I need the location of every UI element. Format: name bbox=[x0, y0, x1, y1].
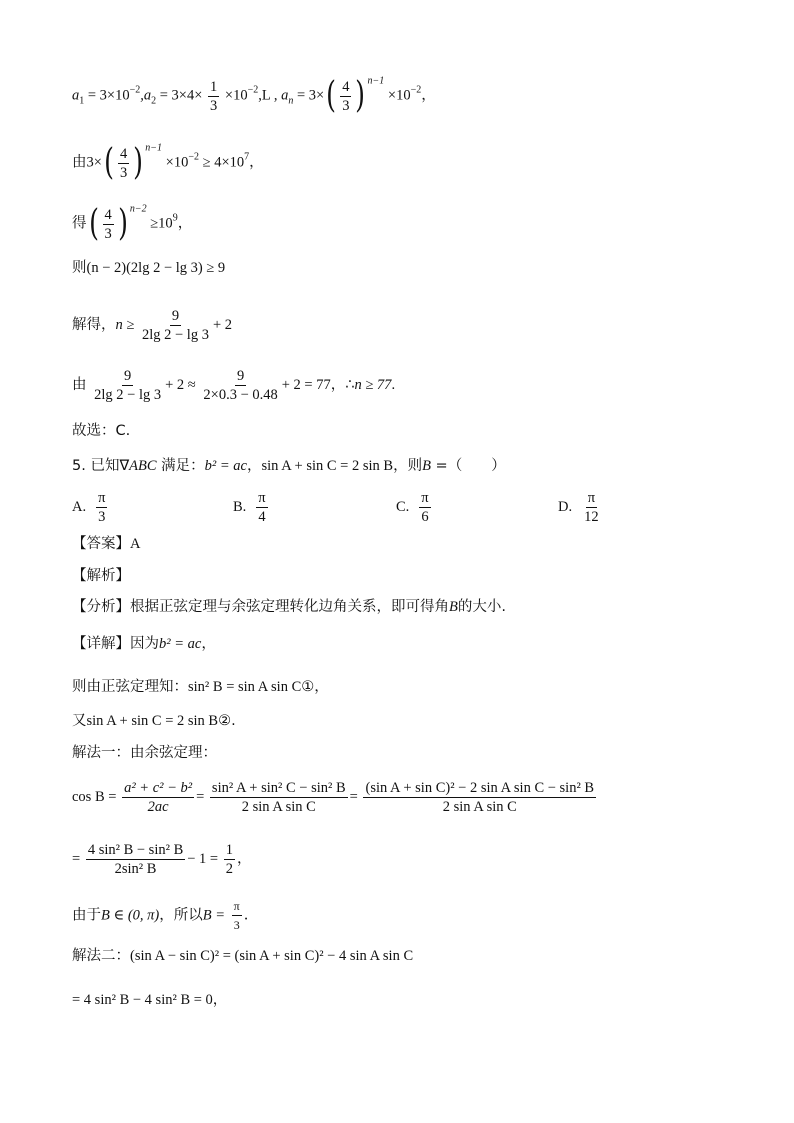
fraction: $\frac{\text{a² + c² − b²}}{2ac}$ bbox=[124, 780, 193, 815]
triangle-name: ABC bbox=[129, 458, 157, 474]
answer-value: A bbox=[130, 536, 141, 552]
prefix: 由 bbox=[72, 376, 87, 393]
prefix: 解得， bbox=[72, 316, 116, 333]
fraction: $\frac{1}{2}$ bbox=[225, 842, 233, 877]
b-symbol: B bbox=[449, 599, 458, 615]
step-prefix: 则由正弦定理知： bbox=[72, 679, 188, 695]
exp: −2 bbox=[410, 84, 422, 96]
exp: n−2 bbox=[129, 203, 147, 215]
option-letter: A. bbox=[72, 499, 87, 515]
an-symbol: a bbox=[281, 87, 289, 104]
exp: −2 bbox=[188, 151, 199, 163]
condition-2: sin A + sin C = 2 sin B bbox=[261, 458, 394, 474]
a2-symbol: ,a bbox=[140, 87, 152, 104]
fraction: $\frac{9}{2\lg 2 - \lg 3}$ bbox=[141, 308, 209, 343]
choice-line: 故选：C. bbox=[72, 423, 131, 439]
cos-derivation bbox=[72, 780, 598, 815]
step-prefix: 由于 bbox=[72, 907, 101, 924]
punct: ， bbox=[249, 154, 264, 171]
exp: 7 bbox=[244, 151, 250, 163]
exp: 9 bbox=[172, 212, 178, 224]
line-sequence-terms: $a_1 = 3\times 10^{-2},a_2 = 3\times 4\times$ $\frac{1}{3}$ $\times 10^{-2},L$ , $a_n = 3\times$( $\frac{4}{3}$ ) $^{n-1} \times 10^{-2}$， bbox=[72, 75, 436, 116]
cos-result bbox=[72, 842, 251, 877]
xiangjie-text: 因为 bbox=[130, 636, 159, 652]
fraction: $\frac{9}{2\lg 2 - \lg 3}$ bbox=[94, 368, 162, 403]
step-4 bbox=[72, 990, 227, 1010]
a1-value: = 3×10 bbox=[87, 87, 130, 104]
b-symbol: B bbox=[422, 458, 431, 474]
fraction: $\frac{1}{3}$ bbox=[210, 78, 218, 114]
fenxi-line bbox=[72, 597, 506, 617]
fraction: $\frac{4}{3}$ bbox=[342, 78, 350, 114]
step-2 bbox=[72, 711, 236, 731]
fenxi-tag: 【分析】 bbox=[72, 599, 130, 615]
step-prefix: 又 bbox=[72, 713, 87, 729]
an-value: = 3× bbox=[296, 87, 325, 104]
ellipsis: ,L , bbox=[258, 87, 278, 104]
mark-2: ②. bbox=[218, 713, 236, 729]
times-ten: ×10 bbox=[165, 154, 189, 171]
fenxi-end: 的大小. bbox=[457, 599, 506, 615]
exp: −2 bbox=[247, 84, 259, 96]
punct: ， bbox=[236, 850, 252, 867]
coef: 3× bbox=[86, 154, 102, 171]
minus-one: − 1 = bbox=[187, 850, 219, 867]
so: ，所以 bbox=[159, 907, 203, 924]
times-ten: ×10 bbox=[387, 87, 411, 104]
punct: ， bbox=[421, 87, 436, 104]
option-fraction: $\frac{\pi}{3}$ bbox=[98, 490, 106, 525]
given-sum: sin A + sin C = 2 sin B bbox=[86, 713, 219, 729]
fraction: $\frac{\text{4 sin² B − sin² B}}{\text{2sin² B}}$ bbox=[87, 842, 184, 877]
exp: n−1 bbox=[367, 75, 385, 87]
xiangjie-line bbox=[72, 634, 216, 654]
option-c[interactable] bbox=[396, 490, 433, 525]
b-range: B ∈ (0, π) bbox=[101, 907, 160, 924]
mark-1: ①， bbox=[301, 679, 329, 695]
punct: ， bbox=[212, 992, 228, 1008]
option-letter: C. bbox=[396, 499, 410, 515]
equals: = bbox=[349, 788, 358, 805]
conclusion: n ≥ 77 bbox=[354, 376, 392, 393]
method-2-title: 解法二： bbox=[72, 948, 130, 964]
given-relation: b² = ac bbox=[159, 636, 202, 652]
therefore: ，∴ bbox=[330, 376, 355, 393]
line-log bbox=[72, 258, 225, 278]
cos-lhs: cos B = bbox=[72, 788, 117, 805]
fenxi-text: 根据正弦定理与余弦定理转化边角关系，即可得角 bbox=[130, 599, 449, 615]
a2-value: = 3×4× bbox=[159, 87, 203, 104]
punct: . bbox=[243, 907, 249, 924]
zero-result: = 4 sin² B − 4 sin² B = 0 bbox=[72, 992, 213, 1008]
method-2-expr: (sin A − sin C)² = (sin A + sin C)² − 4 sin A sin C bbox=[130, 948, 414, 964]
option-letter: B. bbox=[233, 499, 247, 515]
line-approx bbox=[72, 368, 395, 403]
prefix: 得 bbox=[72, 215, 87, 232]
method-1-title: 解法一：由余弦定理： bbox=[72, 745, 217, 761]
punct: ， bbox=[201, 636, 216, 652]
condition-1: b² = ac bbox=[204, 458, 247, 474]
result: + 2 = 77 bbox=[281, 376, 331, 393]
times-ten: ×10 bbox=[224, 87, 248, 104]
prefix: 则 bbox=[72, 260, 87, 276]
q-ask: ，则 bbox=[393, 458, 423, 474]
option-a[interactable] bbox=[72, 490, 109, 525]
option-d[interactable] bbox=[558, 490, 603, 525]
n-bound: n ≥ bbox=[115, 316, 135, 333]
b-equals: B = bbox=[202, 907, 226, 924]
option-fraction: $\frac{\pi}{6}$ bbox=[421, 490, 429, 525]
prefix: 由 bbox=[72, 154, 87, 171]
answer-tag: 【答案】 bbox=[72, 536, 130, 552]
q-mid: 满足： bbox=[156, 458, 205, 474]
step-1 bbox=[72, 677, 329, 697]
fraction: $\frac{4}{3}$ bbox=[119, 145, 128, 181]
approx: + 2 ≈ bbox=[165, 376, 196, 393]
line-derived: 得( $\frac{4}{3}$ ) $^{n-2} \ge 10^9$， bbox=[72, 203, 193, 244]
xiangjie-tag: 【详解】 bbox=[72, 636, 130, 652]
fraction: $\frac{\text{sin² A + sin² C − sin² B}}{\text{2 sin A sin C}}$ bbox=[211, 780, 346, 815]
log-expr: (n − 2)(2lg 2 − lg 3) ≥ 9 bbox=[86, 260, 226, 276]
a1-symbol: a bbox=[72, 87, 80, 104]
fraction: $\frac{\pi}{3}$ bbox=[233, 899, 240, 932]
punct: ， bbox=[177, 215, 193, 232]
fraction: $\frac{9}{2\times 0.3 - 0.48}$ bbox=[203, 368, 278, 403]
equals: = bbox=[196, 788, 205, 805]
exp: n−1 bbox=[145, 142, 163, 154]
sine-relation: sin² B = sin A sin C bbox=[188, 679, 302, 695]
method-2 bbox=[72, 946, 413, 966]
blank-paren: =（ ） bbox=[430, 458, 506, 474]
equals: = bbox=[72, 850, 81, 867]
answer-line bbox=[72, 534, 140, 554]
line-inequality: 由3×( $\frac{4}{3}$ ) $^{n-1} \times 10^{-2} \ge 4\times 10^7$， bbox=[72, 142, 264, 183]
fraction: $\frac{\text{(sin A + sin C)² − 2 sin A sin C − sin² B}}{\text{2 sin A sin C}}$ bbox=[365, 780, 595, 815]
rhs: ≥ 4×10 bbox=[202, 154, 245, 171]
option-letter: D. bbox=[558, 499, 573, 515]
question-5 bbox=[72, 456, 506, 476]
step-3 bbox=[72, 898, 248, 933]
option-fraction: $\frac{\pi}{12}$ bbox=[584, 490, 599, 525]
analysis-tag: 【解析】 bbox=[72, 568, 130, 584]
punct: . bbox=[391, 376, 396, 393]
plus-two: + 2 bbox=[212, 316, 233, 333]
sep: ， bbox=[246, 458, 262, 474]
exp: −2 bbox=[129, 84, 141, 96]
fraction: $\frac{4}{3}$ bbox=[104, 206, 112, 242]
q-prefix: 5. 已知∇ bbox=[72, 458, 130, 474]
option-fraction: $\frac{\pi}{4}$ bbox=[258, 490, 266, 525]
option-b[interactable] bbox=[233, 490, 270, 525]
line-solve bbox=[72, 308, 232, 343]
rhs: ≥10 bbox=[150, 215, 173, 232]
